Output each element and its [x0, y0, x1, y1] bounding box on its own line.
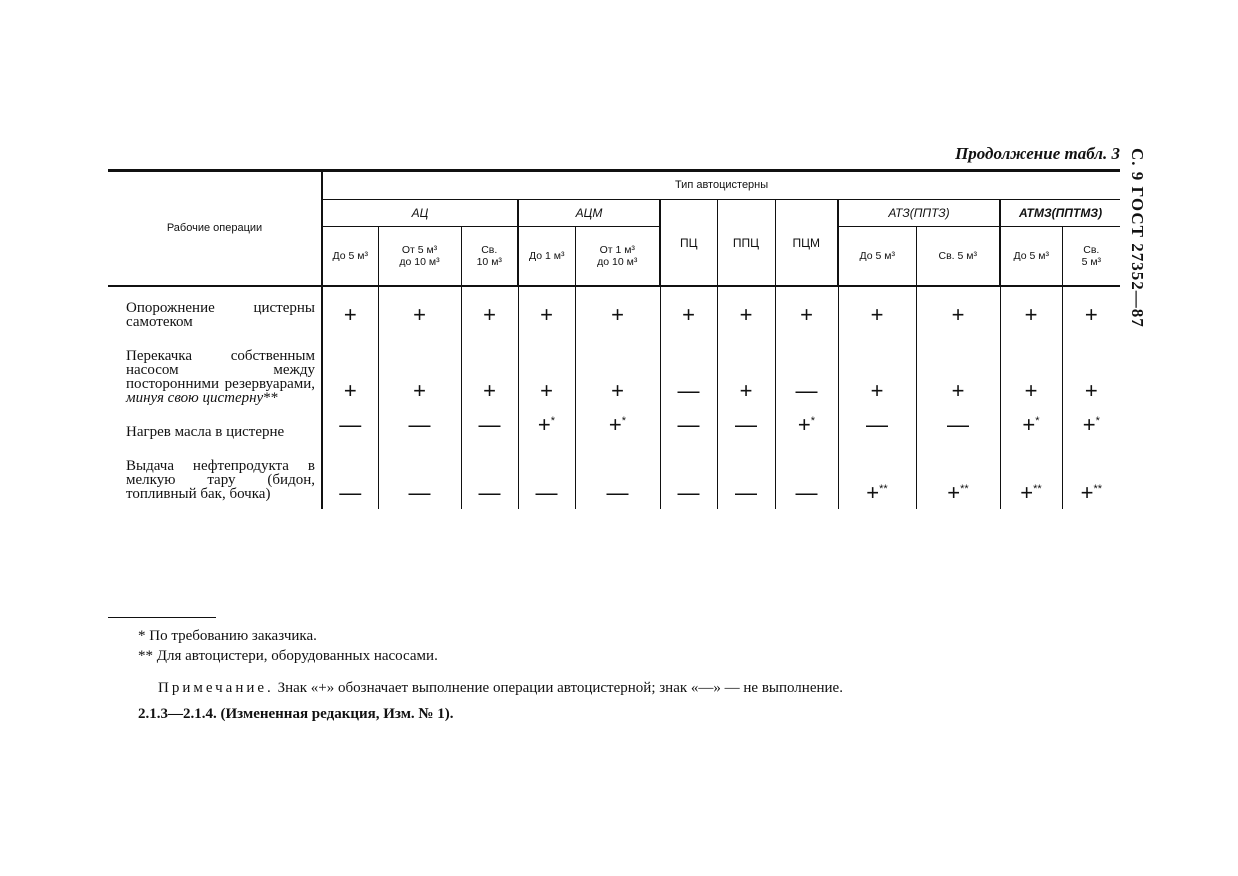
value-cell: + — [518, 286, 575, 331]
subheader-atz-2: Св. 5 м³ — [916, 227, 1000, 287]
value-cell: + — [322, 286, 378, 331]
footnote-mark: * — [1095, 415, 1100, 427]
value-cell: + — [322, 331, 378, 407]
value-cell: +* — [1000, 407, 1062, 441]
side-page-header: С. 9 ГОСТ 27352—87 — [1128, 148, 1147, 328]
tank-type-header: Тип автоцистерны — [322, 171, 1120, 200]
table-row — [108, 286, 1120, 331]
value-cell: — — [378, 407, 461, 441]
table-row — [108, 407, 1120, 441]
value-cell: — — [518, 441, 575, 509]
value-cell: — — [378, 441, 461, 509]
value-cell: +* — [775, 407, 838, 441]
value-cell: — — [775, 331, 838, 407]
operation-cell: Выдача нефтепродукта в мелкую тару (бидон, топливный бак, бочка) — [108, 441, 322, 509]
continuation-label: Продолжение табл. 3 — [955, 144, 1120, 163]
value-cell: + — [838, 331, 916, 407]
value-cell: + — [1000, 331, 1062, 407]
value-cell: +** — [1080, 480, 1103, 505]
value-cell: +* — [1082, 412, 1100, 437]
footnote-mark: ** — [1093, 483, 1103, 495]
value-cell: + — [1084, 378, 1098, 403]
group-header-atz: АТЗ(ППТЗ) — [838, 200, 1000, 227]
subheader-atmz-2: Св. 5 м³ — [1062, 227, 1120, 287]
value-cell: — — [838, 407, 916, 441]
footnote-rule — [108, 617, 216, 618]
value-cell: +** — [1000, 441, 1062, 509]
value-cell: + — [1000, 286, 1062, 331]
subheader-atmz-1: До 5 м³ — [1000, 227, 1062, 287]
operations-header: Рабочие операции — [108, 171, 322, 286]
value-cell: + — [838, 286, 916, 331]
note — [158, 680, 843, 697]
subheader-ac-3: Св. 10 м³ — [461, 227, 518, 287]
value-cell: — — [717, 441, 775, 509]
value-cell: + — [378, 331, 461, 407]
value-cell: + — [575, 331, 660, 407]
value-cell: + — [461, 286, 518, 331]
operation-cell: Перекачка собственным насосом между посторонними резервуарами, минуя свою цистерну** — [108, 331, 322, 407]
footnote-mark: ** — [960, 483, 969, 495]
value-cell: — — [660, 441, 717, 509]
subheader-atz-1: До 5 м³ — [838, 227, 916, 287]
note-text: Знак «+» обозначает выполнение операции автоцистерной; знак «—» — не выполнение. — [277, 680, 843, 696]
value-cell: +* — [518, 407, 575, 441]
value-cell: + — [717, 286, 775, 331]
value-cell: + — [775, 286, 838, 331]
value-cell: + — [461, 331, 518, 407]
value-cell: — — [916, 407, 1000, 441]
group-header-atmz: АТМЗ(ППТМЗ) — [1000, 200, 1120, 227]
group-header-ppc: ППЦ — [717, 200, 775, 287]
edit-reference: 2.1.3—2.1.4. (Измененная редакция, Изм. № 1). — [138, 706, 454, 722]
value-cell: — — [660, 407, 717, 441]
footnote-mark: * — [810, 415, 816, 427]
group-header-pc: ПЦ — [660, 200, 717, 287]
group-header-acm: АЦМ — [518, 200, 660, 227]
subheader-acm-2: От 1 м³ до 10 м³ — [575, 227, 660, 287]
footnote-2: ** Для автоцистери, оборудованных насосами. — [138, 648, 438, 664]
value-cell: +* — [575, 407, 660, 441]
value-cell: — — [322, 441, 378, 509]
value-cell: + — [916, 331, 1000, 407]
operation-cell: Опорожнение цистерны самотеком — [108, 286, 322, 331]
value-cell: — — [717, 407, 775, 441]
table-row — [108, 331, 1120, 407]
note-label: Примечание. — [158, 680, 274, 696]
footnote-mark: * — [621, 415, 627, 427]
operation-cell: Нагрев масла в цистерне — [108, 407, 322, 441]
value-cell: — — [575, 441, 660, 509]
footnote-mark: ** — [1033, 483, 1042, 495]
subheader-ac-2: От 5 м³ до 10 м³ — [378, 227, 461, 287]
footnote-1: * По требованию заказчика. — [138, 628, 317, 644]
group-header-pcm: ПЦМ — [775, 200, 838, 287]
operations-table — [108, 171, 1120, 509]
footnote-mark: * — [1035, 415, 1040, 427]
value-cell: — — [660, 331, 717, 407]
footnote-mark: ** — [879, 483, 888, 495]
value-cell: + — [717, 331, 775, 407]
value-cell: + — [575, 286, 660, 331]
value-cell: + — [378, 286, 461, 331]
footnote-mark: * — [550, 415, 556, 427]
value-cell: — — [461, 407, 518, 441]
value-cell: +** — [838, 441, 916, 509]
value-cell: + — [916, 286, 1000, 331]
group-header-ac: АЦ — [322, 200, 518, 227]
value-cell: + — [518, 331, 575, 407]
value-cell: — — [775, 441, 838, 509]
value-cell: + — [1084, 302, 1098, 327]
value-cell: + — [660, 286, 717, 331]
subheader-acm-1: До 1 м³ — [518, 227, 575, 287]
value-cell: — — [322, 407, 378, 441]
value-cell: — — [461, 441, 518, 509]
table-row — [108, 441, 1120, 509]
subheader-ac-1: До 5 м³ — [322, 227, 378, 287]
value-cell: +** — [916, 441, 1000, 509]
